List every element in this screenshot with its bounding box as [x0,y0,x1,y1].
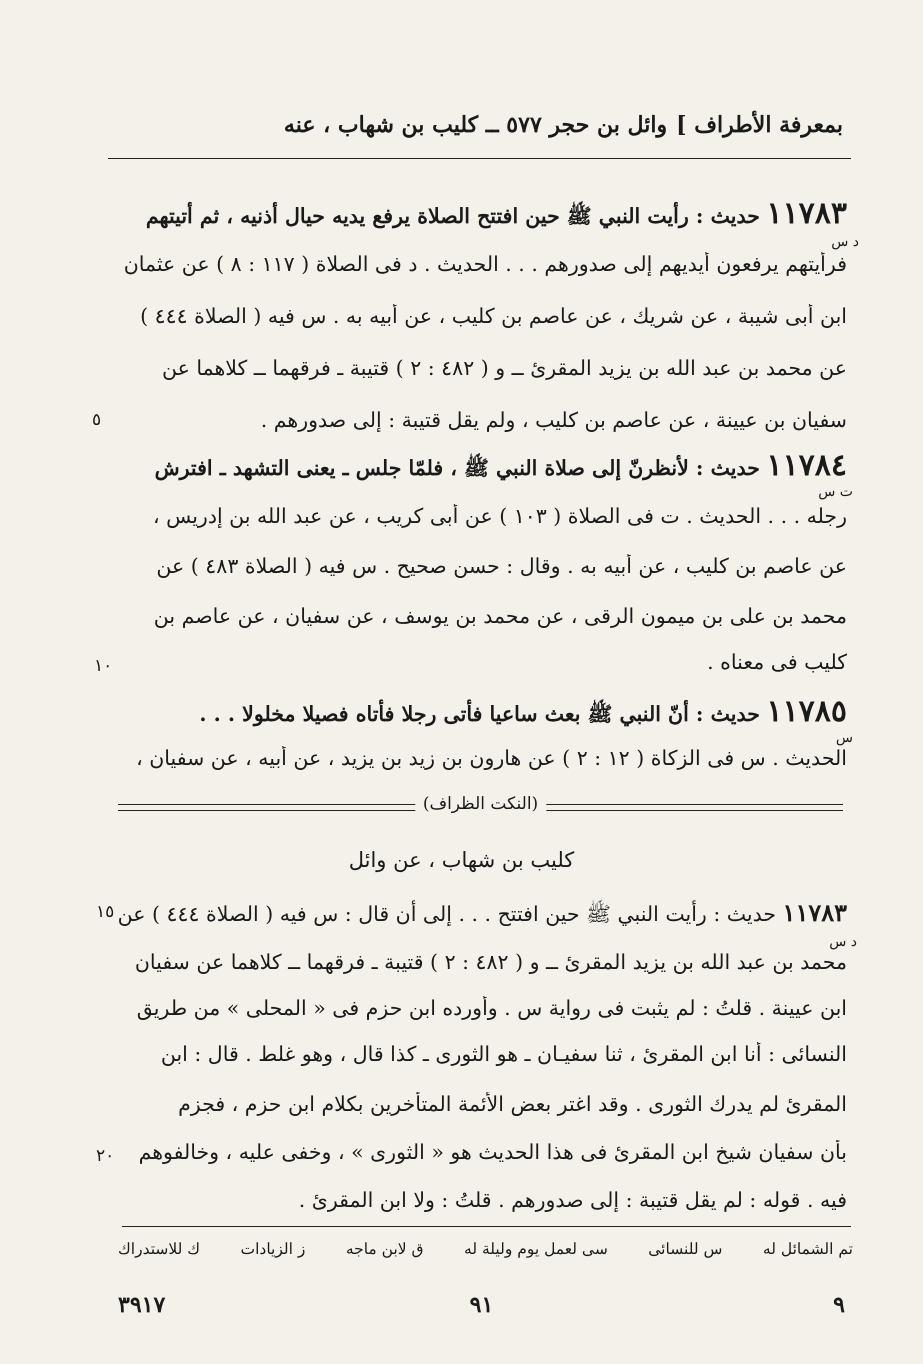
margin-line-number: ٢٠ [96,1146,115,1166]
sequence-number: ٣٩١٧ [118,1292,166,1318]
entry-line: ابن عيينة . قلتُ : لم يثبت فى رواية س . وأورده ابن حزم فى « المحلى » من طريق [136,996,847,1020]
entry-line: محمد بن على بن ميمون الرقى ، عن محمد بن يوسف ، عن سفيان ، عن عاصم بن [153,604,847,628]
entry-line: رجله . . . الحديث . ت فى الصلاة ( ١٠٣ ) عن أبى كريب ، عن عبد الله بن إدريس ، [152,504,847,528]
margin-line-number: ١٥ [96,902,115,922]
rumuz-sig: س [835,730,853,746]
rumuz-sig: ت س [818,484,853,500]
entry-line: عن عاصم بن كليب ، عن أبيه به . وقال : حسن صحيح . س فيه ( الصلاة ٤٨٣ ) عن [156,554,847,578]
entry-text: حديث : رأيت النبي ﷺ حين افتتح الصلاة يرفع يديه حيال أذنيه ، ثم أتيتهم [145,204,760,228]
margin-line-number: ١٠ [94,656,113,676]
entry-line: الحديث . س فى الزكاة ( ١٢ : ٢ ) عن هارون بن زيد بن يزيد ، عن أبيه ، عن سفيان ، [136,746,847,770]
abbreviations-footnote [118,1240,853,1258]
entry-line: كليب فى معناه . [707,650,847,674]
entry-line: فيه . قوله : لم يقل قتيبة : إلى صدورهم . قلتُ : ولا ابن المقرئ . [298,1188,847,1212]
entry-text: حديث : رأيت النبي ﷺ حين افتتح . . . إلى أن قال : س فيه ( الصلاة ٤٤٤ ) عن [117,902,777,926]
section-divider [118,794,843,816]
entry-line: عن محمد بن عبد الله بن يزيد المقرئ ــ و ( ٤٨٢ : ٢ ) قتيبة ـ فرقهما ــ كلاهما عن [162,356,847,380]
footnote-item: ز الزيادات [240,1240,306,1258]
footnote-item: سى لعمل يوم وليلة له [464,1240,608,1258]
footnote-item: تم الشمائل له [762,1240,853,1258]
footnote-item: س للنسائى [648,1240,723,1258]
rumuz-sig: د س [831,234,859,250]
running-header [108,112,843,152]
entry-text: حديث : أنّ النبي ﷺ بعث ساعيا فأتى رجلا فأتاه فصيلا مخلولا . . . [199,702,760,726]
volume-number: ٩ [833,1292,845,1318]
entry-line: فرأيتهم يرفعون أيديهم إلى صدورهم . . . الحديث . د فى الصلاة ( ١١٧ : ٨ ) عن عثمان [123,252,847,276]
entry-line: المقرئ لم يدرك الثورى . وقد اغتر بعض الأئمة المتأخرين بكلام ابن حزم ، فجزم [178,1092,847,1116]
entry-line: النسائى : أنا ابن المقرئ ، ثنا سفيـان ـ هو الثورى ـ كذا قال ، وهو غلط . قال : ابن [160,1042,847,1066]
header-center: وائل بن حجر ٥٧٧ ــ كليب بن شهاب ، عنه [283,112,668,138]
entry-line: بأن سفيان شيخ ابن المقرئ فى هذا الحديث هو « الثورى » ، وخفى عليه ، وخالفوهم [138,1140,847,1164]
section-title: كليب بن شهاب ، عن وائل [348,848,575,872]
divider-label: (النكت الظراف) [415,794,546,814]
footnote-item: ك للاستدراك [118,1240,201,1258]
entry-number: ١١٧٨٤ [766,448,847,483]
header-right: بمعرفة الأطراف ] [676,112,843,138]
entry-number: ١١٧٨٣ [766,196,847,231]
footnote-item: ق لابن ماجه [345,1240,424,1258]
entry-line: محمد بن عبد الله بن يزيد المقرئ ــ و ( ٤٨٢ : ٢ ) قتيبة ـ فرقهما ــ كلاهما عن سفيان [134,950,847,974]
entry-line: ابن أبى شيبة ، عن شريك ، عن عاصم بن كليب ، عن أبيه به . س فيه ( الصلاة ٤٤٤ ) [140,304,847,328]
rumuz-sig: د س [829,934,857,950]
header-rule [108,158,851,159]
page-number: ٩١ [469,1292,494,1318]
entry-number: ١١٧٨٥ [766,694,847,729]
footnote-rule [122,1226,851,1227]
margin-line-number: ٥ [92,410,102,430]
entry-text: حديث : لأنظرنّ إلى صلاة النبي ﷺ ، فلمّا جلس ـ يعنى التشهد ـ افترش [154,456,760,480]
entry-line: سفيان بن عيينة ، عن عاصم بن كليب ، ولم يقل قتيبة : إلى صدورهم . [260,408,847,432]
entry-number: ١١٧٨٣ [782,898,847,927]
